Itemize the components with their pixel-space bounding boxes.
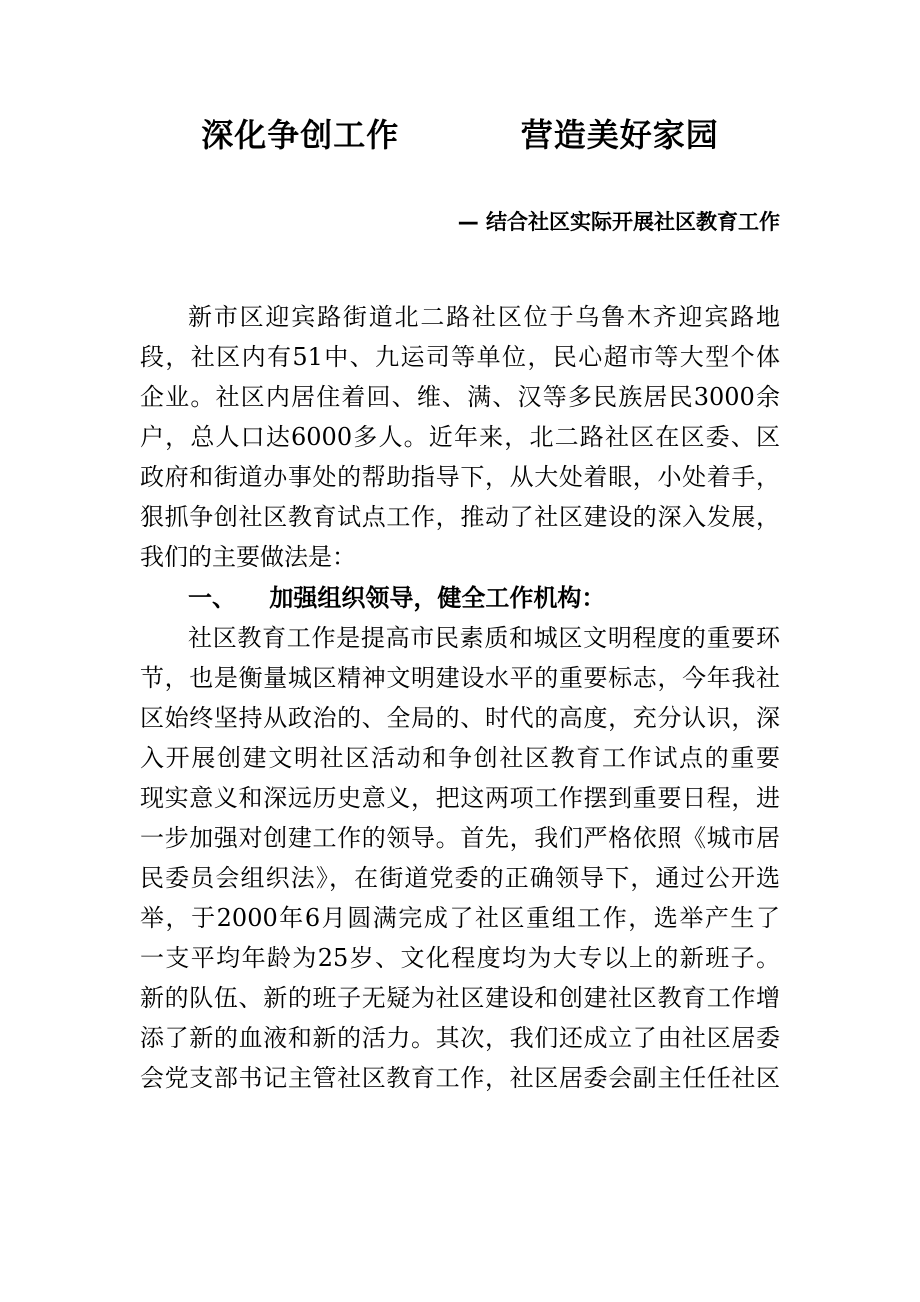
paragraph-line: 政府和街道办事处的帮助指导下，从大处着眼，小处着手， <box>140 463 780 491</box>
paragraph-line: 新市区迎宾路街道北二路社区位于乌鲁木齐迎宾路地 <box>188 303 780 331</box>
paragraph-line: 户，总人口达6000多人。近年来，北二路社区在区委、区 <box>140 423 780 451</box>
paragraph-line: 一支平均年龄为25岁、文化程度均为大专以上的新班子。 <box>140 944 780 972</box>
paragraph-line: 入开展创建文明社区活动和争创社区教育工作试点的重要 <box>140 744 780 772</box>
document-subtitle: — 结合社区实际开展社区教育工作 <box>457 210 780 234</box>
paragraph-line: 节，也是衡量城区精神文明建设水平的重要标志，今年我社 <box>140 664 780 692</box>
paragraph-line: 会党支部书记主管社区教育工作，社区居委会副主任任社区 <box>140 1064 780 1092</box>
paragraph-line: 添了新的血液和新的活力。其次，我们还成立了由社区居委 <box>140 1024 780 1052</box>
paragraph-line: 狠抓争创社区教育试点工作，推动了社区建设的深入发展， <box>140 503 780 531</box>
paragraph-line: 社区教育工作是提高市民素质和城区文明程度的重要环 <box>188 624 780 652</box>
document-title: 深化争创工作 营造美好家园 <box>201 116 719 154</box>
paragraph-line: 新的队伍、新的班子无疑为社区建设和创建社区教育工作增 <box>140 984 780 1012</box>
paragraph-line: 一步加强对创建工作的领导。首先，我们严格依照《城市居 <box>140 824 780 852</box>
paragraph-line: 我们的主要做法是： <box>140 543 356 571</box>
paragraph-line: 举，于2000年6月圆满完成了社区重组工作，选举产生了 <box>140 904 780 932</box>
paragraph-line: 区始终坚持从政治的、全局的、时代的高度，充分认识，深 <box>140 704 780 732</box>
paragraph-line: 企业。社区内居住着回、维、满、汉等多民族居民3000余 <box>140 383 780 411</box>
paragraph-line: 现实意义和深远历史意义，把这两项工作摆到重要日程，进 <box>140 784 780 812</box>
paragraph-line: 段，社区内有51中、九运司等单位，民心超市等大型个体 <box>140 343 780 371</box>
section-heading: 一、 加强组织领导，健全工作机构： <box>188 584 606 612</box>
paragraph-line: 民委员会组织法》，在街道党委的正确领导下，通过公开选 <box>140 864 780 892</box>
